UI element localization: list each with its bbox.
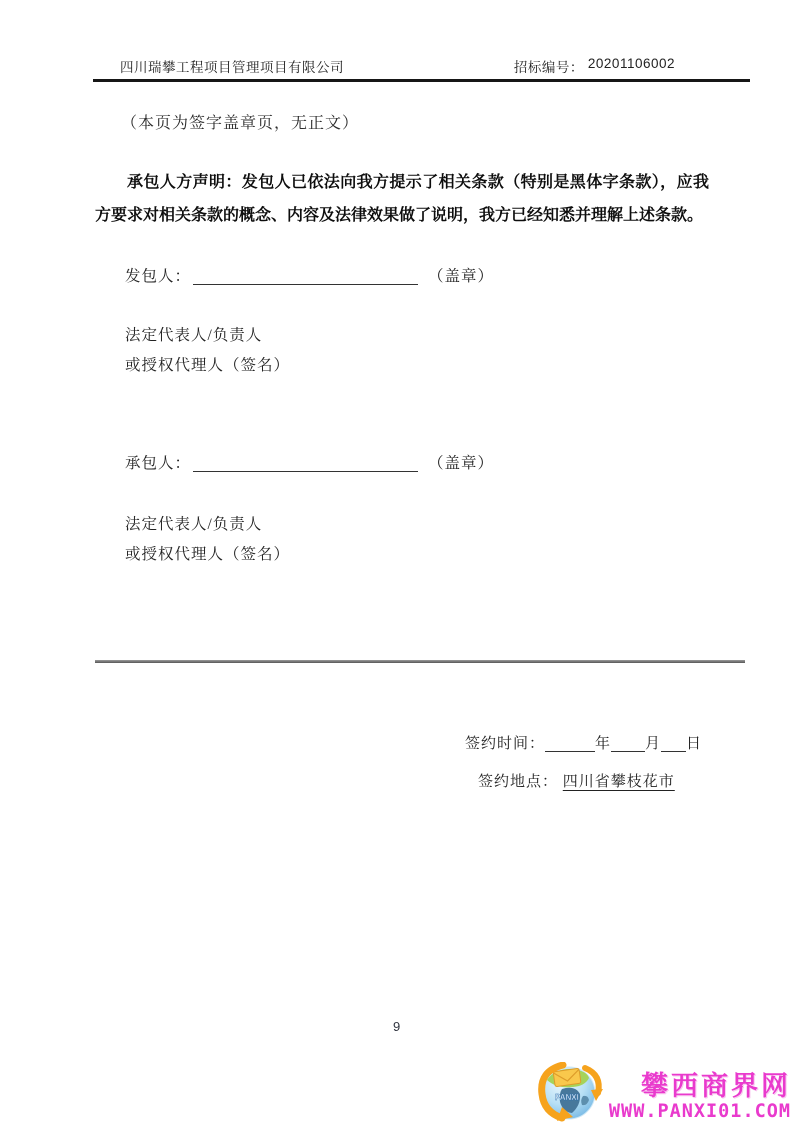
signing-year-label: 年 <box>595 736 612 752</box>
site-watermark <box>535 1062 791 1122</box>
employer-representative-line2: 或授权代理人（签名） <box>125 357 291 374</box>
employer-seal-suffix: （盖章） <box>428 268 495 285</box>
contractor-signature-blank-line <box>193 452 418 472</box>
employer-representative-line1: 法定代表人/负责人 <box>125 327 263 344</box>
signature-page-note: （本页为签字盖章页，无正文） <box>121 115 360 132</box>
panxi-logo-text: PANXI <box>554 1093 579 1102</box>
contractor-signature-row <box>125 451 494 473</box>
employer-label: 发包人： <box>125 268 192 285</box>
signing-year-blank-line <box>545 734 595 752</box>
signing-day-label: 日 <box>686 736 703 752</box>
signing-time-row <box>465 732 702 753</box>
signing-month-blank-line <box>611 734 645 752</box>
bid-number-value: 20201106002 <box>587 56 675 71</box>
signing-time-label: 签约时间： <box>465 736 546 752</box>
contractor-representative-line1: 法定代表人/负责人 <box>125 516 263 533</box>
bid-number-label: 招标编号： <box>513 60 584 75</box>
header-bid-number <box>514 56 675 76</box>
panxi-globe-logo-icon <box>535 1062 607 1122</box>
signing-place-row <box>478 770 679 791</box>
contractor-label: 承包人： <box>125 455 192 472</box>
watermark-site-name: 攀西商界网 <box>641 1071 791 1101</box>
contractor-declaration-paragraph: 承包人方声明：发包人已依法向我方提示了相关条款（特别是黑体字条款），应我方要求对相关条款的概念、内容及法律效果做了说明，我方已经知悉并理解上述条款。 <box>95 174 709 224</box>
watermark-text-block <box>609 1071 791 1122</box>
employer-signature-row <box>125 264 494 286</box>
contractor-seal-suffix: （盖章） <box>428 455 495 472</box>
watermark-site-url: WWW.PANXI01.COM <box>608 1101 791 1122</box>
signing-day-blank-line <box>661 734 686 752</box>
signing-place-value: 四川省攀枝花市 <box>562 774 675 790</box>
header-company-name: 四川瑞攀工程项目管理项目有限公司 <box>120 60 344 75</box>
signing-place-label: 签约地点： <box>478 774 559 790</box>
signing-month-label: 月 <box>645 736 662 752</box>
page-header <box>120 56 675 76</box>
section-divider-line <box>95 660 745 663</box>
page-number: 9 <box>393 1019 401 1034</box>
header-divider-line <box>93 79 750 82</box>
contractor-representative-line2: 或授权代理人（签名） <box>125 546 291 563</box>
employer-signature-blank-line <box>193 265 418 285</box>
